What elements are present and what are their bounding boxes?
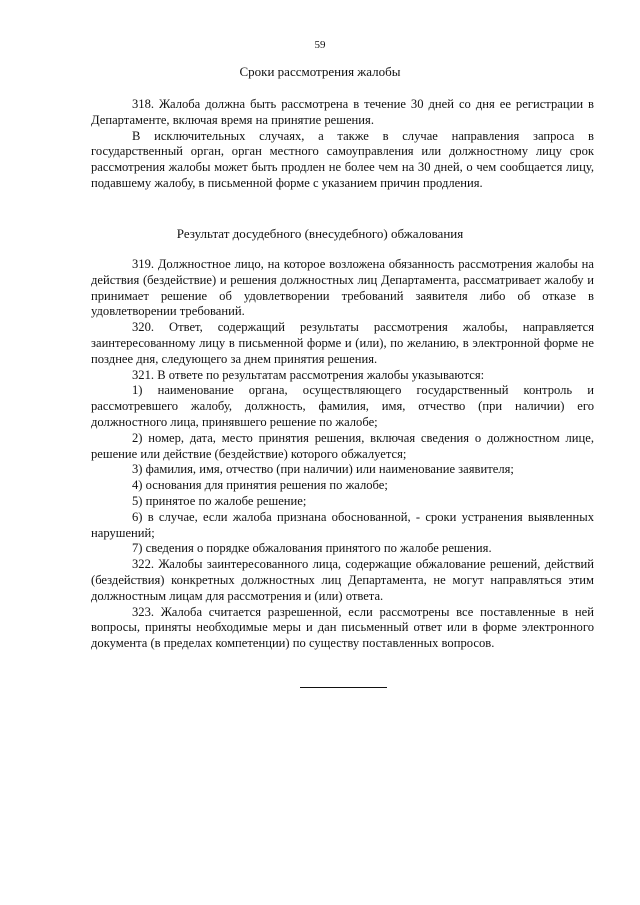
- paragraph-318-extension: В исключительных случаях, а также в случае направления запроса в государственный орган, орган местного самоуправления или должностному лицу срок рассмотрения жалобы может быть продлен не более чем на 30 дней, о чем сообщается лицу, подавшему жалобу, в письменной форме с указанием причин продления.: [91, 128, 594, 190]
- section-heading-appeal-result: Результат досудебного (внесудебного) обжалования: [176, 226, 464, 241]
- list-item-4: 4) основания для принятия решения по жалобе;: [132, 478, 388, 493]
- section-heading-review-terms: Сроки рассмотрения жалобы: [239, 64, 401, 79]
- list-item-1: 1) наименование органа, осуществляющего государственный контроль и рассмотревшего жалобу, должность, фамилия, имя, отчество (при наличии) его должностного лица, принявшего решение по жалобе;: [91, 383, 594, 429]
- end-divider-line: [300, 687, 387, 688]
- list-item-6: 6) в случае, если жалоба признана обоснованной, - сроки устранения выявленных нарушений;: [91, 509, 594, 540]
- paragraph-323: 323. Жалоба считается разрешенной, если рассмотрены все поставленные в ней вопросы, приняты необходимые меры и дан письменный ответ или в форме электронного документа (в пределах компетенции) по существу поставленных вопросов.: [91, 604, 594, 651]
- paragraph-322: 322. Жалобы заинтересованного лица, содержащие обжалование решений, действий (бездействия) конкретных должностных лиц Департамента, не могут направляться этим должностным лицам для рассмотрения и (или) ответа.: [91, 557, 594, 603]
- section-review-terms-body: [91, 97, 594, 192]
- paragraph-320: 320. Ответ, содержащий результаты рассмотрения жалобы, направляется заинтересованному лицу в письменной форме и (или), по желанию, в электронной форме не позднее дня, следующего за днем принятия решения.: [91, 320, 594, 366]
- list-item-2: 2) номер, дата, место принятия решения, включая сведения о должностном лице, решение или действие (бездействие) которого обжалуется;: [91, 430, 594, 461]
- paragraph-318: 318. Жалоба должна быть рассмотрена в течение 30 дней со дня ее регистрации в Департаменте, включая время на принятие решения.: [91, 97, 594, 127]
- list-item-3: 3) фамилия, имя, отчество (при наличии) или наименование заявителя;: [132, 462, 514, 477]
- section-appeal-result-body: [91, 257, 594, 652]
- page-number: 59: [314, 39, 326, 51]
- list-item-5: 5) принятое по жалобе решение;: [132, 493, 307, 508]
- paragraph-319: 319. Должностное лицо, на которое возложена обязанность рассмотрения жалобы на действия (бездействие) и решения должностных лиц Департамента, рассматривает жалобу и принимает решение об удовлетворении требований заявителя либо об отказе в удовлетворении требований.: [91, 257, 594, 319]
- list-item-7: 7) сведения о порядке обжалования принятого по жалобе решения.: [132, 541, 492, 556]
- paragraph-321: 321. В ответе по результатам рассмотрения жалобы указываются:: [132, 367, 485, 382]
